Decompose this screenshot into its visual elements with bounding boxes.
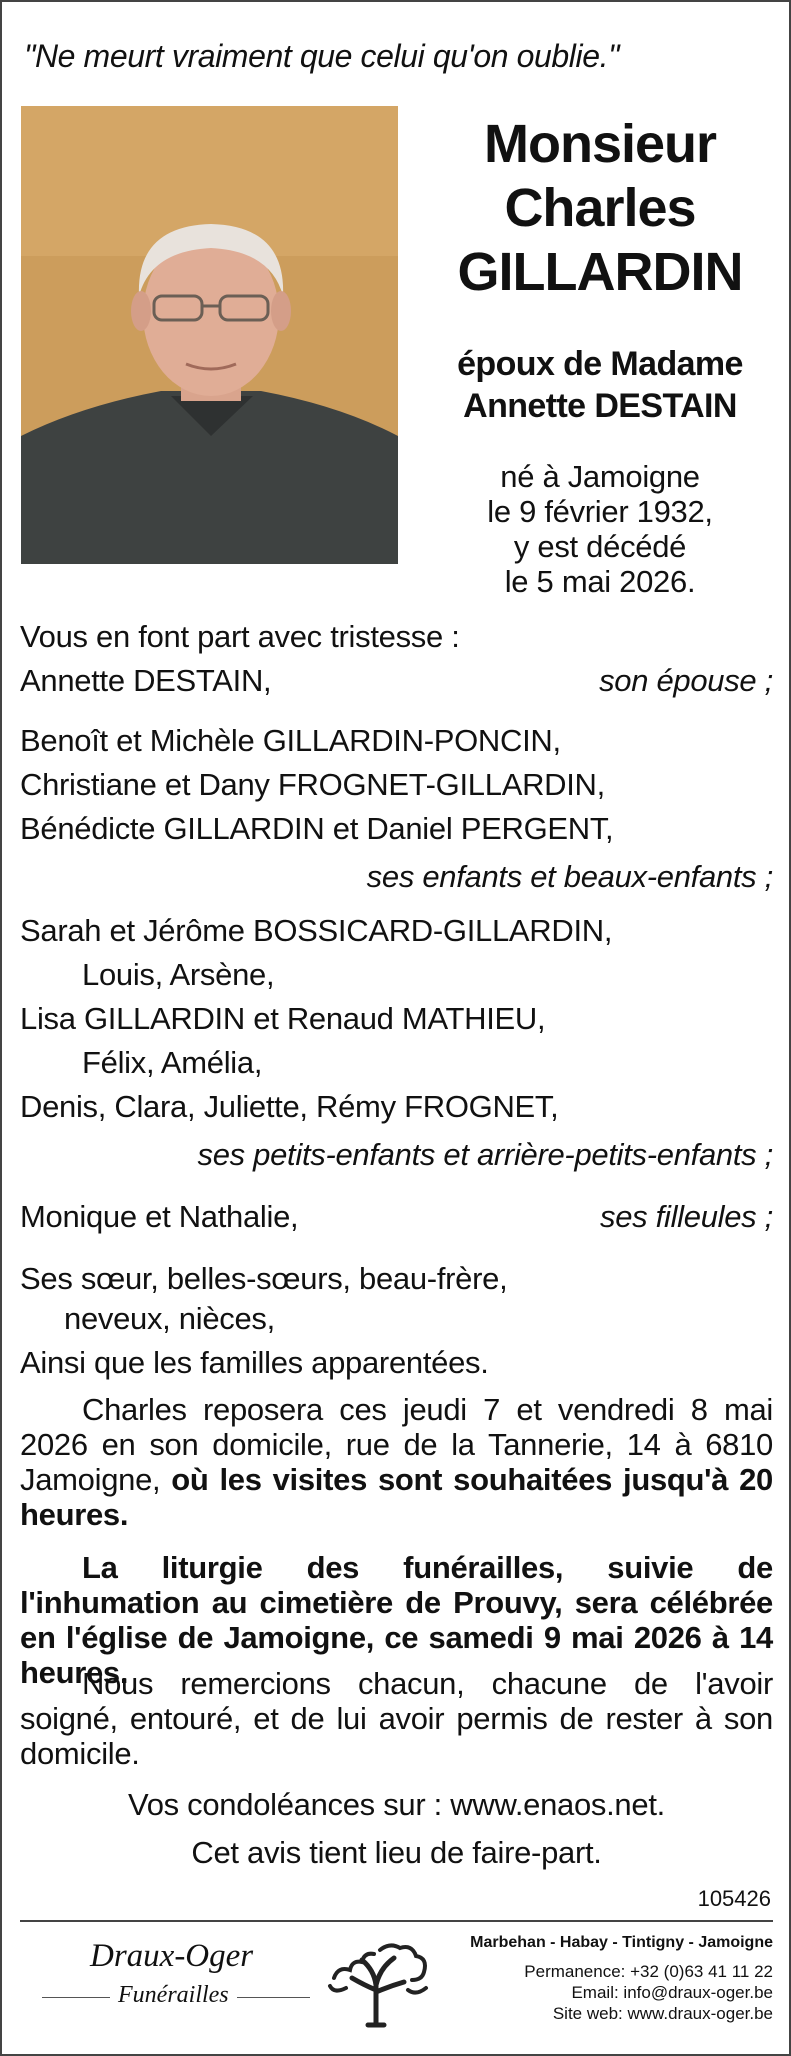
visitation-text: Charles reposera ces jeudi 7 et vendredi 8 mai 2026 en son domicile, rue de la Tannerie, 14 à 6810 Jamoigne, — [20, 1392, 773, 1497]
grandchild-line: Sarah et Jérôme BOSSICARD-GILLARDIN, — [20, 913, 613, 948]
portrait-photo — [21, 106, 398, 564]
children-role: ses enfants et beaux-enfants ; — [366, 859, 773, 894]
funeral-text: La liturgie des funérailles, suivie de l'inhumation au cimetière de Prouvy, sera célébrée en l'église de Jamoigne, ce samedi 9 mai 2026 à 14 heures. — [20, 1550, 773, 1690]
intro-text: Vous en font part avec tristesse : — [20, 619, 460, 654]
spouse-line-1: époux de Madame — [457, 345, 743, 383]
child-line: Bénédicte GILLARDIN et Daniel PERGENT, — [20, 811, 614, 846]
family-line: Ses sœur, belles-sœurs, beau-frère, — [20, 1261, 508, 1296]
child-line: Benoît et Michèle GILLARDIN-PONCIN, — [20, 723, 561, 758]
reference-number: 105426 — [697, 1886, 771, 1911]
birth-place: né à Jamoigne — [500, 459, 700, 494]
spouse-line-2: Annette DESTAIN — [463, 387, 737, 425]
brand-name: Draux-Oger — [90, 1938, 254, 1974]
birth-death-info — [412, 459, 788, 599]
thanks-paragraph — [20, 1666, 773, 1771]
child-line: Christiane et Dany FROGNET-GILLARDIN, — [20, 767, 605, 802]
deceased-title: Monsieur — [483, 114, 717, 174]
condolences-line: Vos condoléances sur : www.enaos.net. — [128, 1787, 665, 1822]
family-line: Ainsi que les familles apparentées. — [20, 1345, 489, 1380]
visitation-paragraph — [20, 1392, 773, 1532]
grandchild-line: Louis, Arsène, — [82, 957, 275, 992]
grandchild-line: Denis, Clara, Juliette, Rémy FROGNET, — [20, 1089, 559, 1124]
grandchild-line: Lisa GILLARDIN et Renaud MATHIEU, — [20, 1001, 546, 1036]
tree-logo-icon — [324, 1930, 434, 2035]
branch-towns: Marbehan - Habay - Tintigny - Jamoigne — [470, 1934, 773, 1951]
website-line: Site web: www.draux-oger.be — [552, 2004, 773, 2023]
birth-date: le 9 février 1932, — [487, 494, 713, 529]
family-line: neveux, nièces, — [64, 1301, 275, 1336]
brand-subtitle: Funérailles — [110, 1982, 237, 2009]
email-line: Email: info@draux-oger.be — [571, 1983, 773, 2002]
phone-line: Permanence: +32 (0)63 41 11 22 — [524, 1962, 773, 1981]
notice-line: Cet avis tient lieu de faire-part. — [191, 1835, 602, 1870]
deceased-name — [412, 112, 788, 304]
epitaph-quote: "Ne meurt vraiment que celui qu'on oublie." — [24, 38, 620, 74]
spouse-role: son épouse ; — [599, 663, 773, 698]
spouse-name: Annette DESTAIN, — [20, 663, 272, 698]
godchildren-role: ses filleules ; — [600, 1199, 773, 1234]
footer-divider — [20, 1920, 773, 1922]
grandchildren-role: ses petits-enfants et arrière-petits-enfants ; — [197, 1137, 773, 1172]
deceased-last-name: GILLARDIN — [457, 242, 743, 302]
visitation-hours: où les visites sont souhaitées jusqu'à 20 heures. — [20, 1462, 773, 1532]
grandchild-line: Félix, Amélia, — [82, 1045, 263, 1080]
spouse-of — [412, 343, 788, 427]
death-place: y est décédé — [513, 529, 687, 564]
thanks-text: Nous remercions chacun, chacune de l'avoir soigné, entouré, et de lui avoir permis de rester à son domicile. — [20, 1666, 773, 1771]
deceased-first-name: Charles — [504, 178, 696, 238]
death-date: le 5 mai 2026. — [504, 564, 696, 599]
godchildren-names: Monique et Nathalie, — [20, 1199, 299, 1234]
